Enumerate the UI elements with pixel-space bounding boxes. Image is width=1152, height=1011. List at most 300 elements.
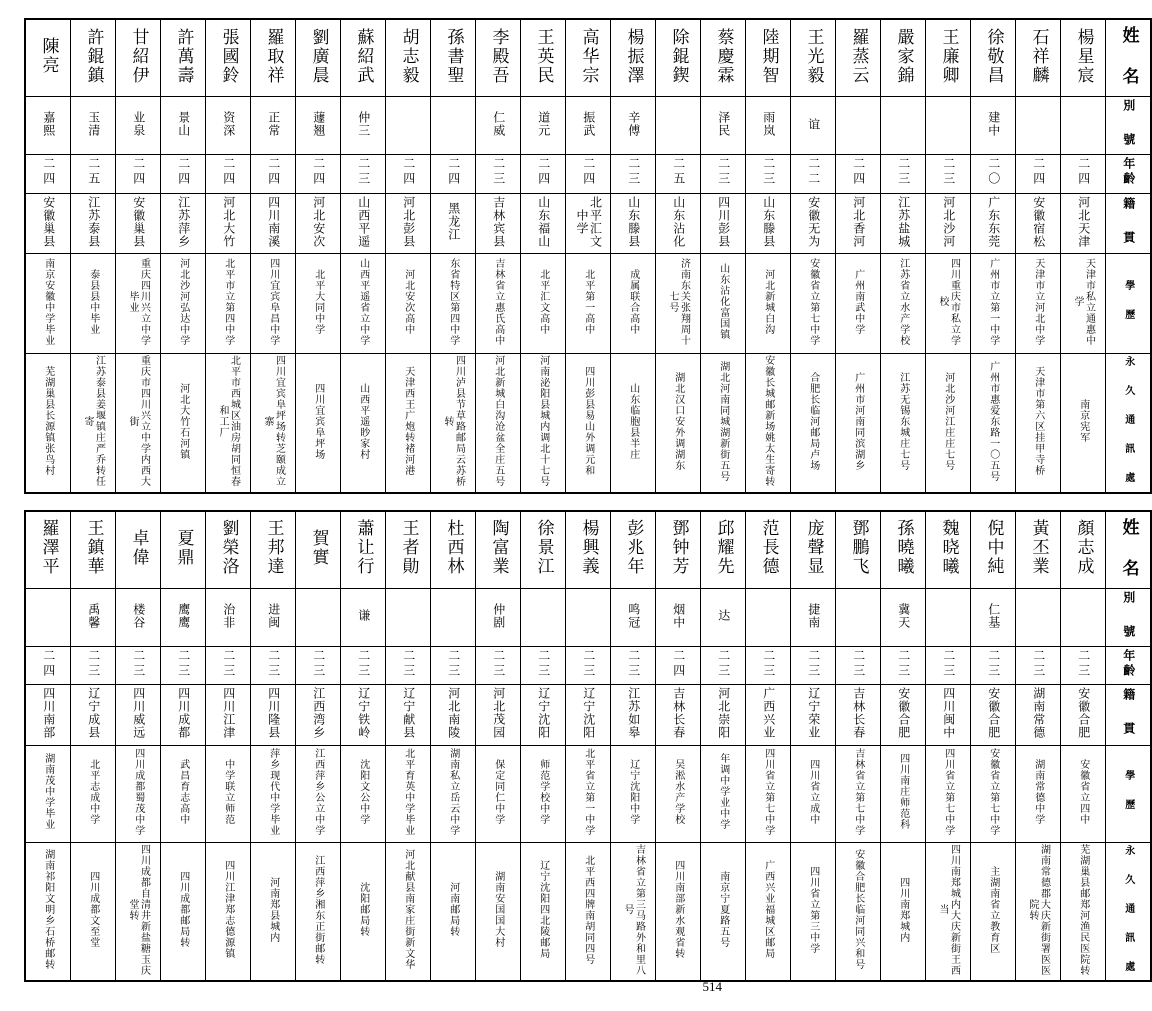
cell-origin: 山东滕县 xyxy=(746,193,791,253)
cell-name: 楊振澤 xyxy=(611,19,656,97)
cell-name: 魏晓曦 xyxy=(926,511,971,589)
cell-address: 南京宁夏路五号 xyxy=(701,842,746,981)
cell-address: 天津市第六区挂甲寺桥 xyxy=(1016,354,1061,493)
cell-origin: 安徽合肥 xyxy=(971,685,1016,745)
cell-address: 江苏泰县姜堰镇庄严乔转任寄 xyxy=(71,354,116,493)
cell-address: 四川宜宾阜坪场转芝颐成立寨 xyxy=(251,354,296,493)
cell-origin: 四川江津 xyxy=(206,685,251,745)
cell-name: 孫書聖 xyxy=(431,19,476,97)
cell-address: 四川泸县节草路邮局云苏桥转 xyxy=(431,354,476,493)
column-header-age: 年齡 xyxy=(1106,155,1152,193)
cell-name: 張國鈴 xyxy=(206,19,251,97)
cell-origin: 河北安次 xyxy=(296,193,341,253)
cell-age: 二三 xyxy=(476,155,521,193)
cell-alias: 治非 xyxy=(206,588,251,646)
cell-alias: 谊 xyxy=(791,97,836,155)
cell-origin: 湖南常德 xyxy=(1016,685,1061,745)
cell-education: 萍乡现代中学毕业 xyxy=(251,745,296,842)
cell-origin: 辽宁荣业 xyxy=(791,685,836,745)
cell-name: 羅蒸云 xyxy=(836,19,881,97)
cell-name: 徐景江 xyxy=(521,511,566,589)
cell-age: 二四 xyxy=(251,155,296,193)
cell-address: 四川省立第三中学 xyxy=(791,842,836,981)
cell-address: 山东临胞县半庄 xyxy=(611,354,656,493)
cell-education: 天津市私立通惠中学 xyxy=(1061,253,1106,353)
cell-name: 蔡慶霖 xyxy=(701,19,746,97)
cell-education: 重庆四川兴立中学毕业 xyxy=(116,253,161,353)
cell-education: 山东沾化富国镇 xyxy=(701,253,746,353)
cell-education: 广州南武中学 xyxy=(836,253,881,353)
table-row-name-bottom xyxy=(25,511,1151,589)
cell-origin: 广东东莞 xyxy=(971,193,1016,253)
cell-education: 北平汇文高中 xyxy=(521,253,566,353)
cell-age: 二三 xyxy=(746,155,791,193)
cell-age: 二四 xyxy=(521,155,566,193)
column-header-name: 姓 名 xyxy=(1106,19,1152,97)
cell-age: 二三 xyxy=(836,646,881,684)
cell-alias xyxy=(566,588,611,646)
cell-education: 南京安徽中学毕业 xyxy=(25,253,71,353)
cell-alias xyxy=(926,97,971,155)
cell-alias: 达 xyxy=(701,588,746,646)
cell-origin: 辽宁铁岭 xyxy=(341,685,386,745)
cell-origin: 辽宁献县 xyxy=(386,685,431,745)
cell-name: 鄧鵬飞 xyxy=(836,511,881,589)
cell-alias: 业泉 xyxy=(116,97,161,155)
cell-origin: 安徽宿松 xyxy=(1016,193,1061,253)
cell-alias xyxy=(926,588,971,646)
cell-origin: 四川南溪 xyxy=(251,193,296,253)
cell-education: 广州市立第一中学 xyxy=(971,253,1016,353)
cell-alias: 景山 xyxy=(161,97,206,155)
cell-alias: 谦 xyxy=(341,588,386,646)
cell-alias xyxy=(296,588,341,646)
cell-address: 四川彭县易山外调元和 xyxy=(566,354,611,493)
cell-alias: 资深 xyxy=(206,97,251,155)
cell-origin: 安徽合肥 xyxy=(1061,685,1106,745)
cell-origin: 四川彭县 xyxy=(701,193,746,253)
cell-name: 杜西林 xyxy=(431,511,476,589)
table-row-education-top xyxy=(25,253,1151,353)
cell-age: 二〇 xyxy=(971,155,1016,193)
cell-origin: 吉林长春 xyxy=(836,685,881,745)
cell-origin: 山东沾化 xyxy=(656,193,701,253)
cell-address: 四川宜宾阜坪场 xyxy=(296,354,341,493)
cell-age: 二三 xyxy=(791,646,836,684)
page-number: 514 xyxy=(702,979,722,994)
cell-education: 湖南茂中学毕业 xyxy=(25,745,71,842)
cell-name: 高华宗 xyxy=(566,19,611,97)
cell-age: 二三 xyxy=(521,646,566,684)
cell-alias: 鸣冠 xyxy=(611,588,656,646)
cell-name: 許錕鎮 xyxy=(71,19,116,97)
cell-alias: 捷南 xyxy=(791,588,836,646)
cell-origin: 河北崇阳 xyxy=(701,685,746,745)
cell-education: 安徽省立第七中学 xyxy=(971,745,1016,842)
table-row-name-top xyxy=(25,19,1151,97)
cell-origin: 江西湾乡 xyxy=(296,685,341,745)
cell-alias xyxy=(881,97,926,155)
cell-alias: 雨岚 xyxy=(746,97,791,155)
cell-education: 东省特区第四中学 xyxy=(431,253,476,353)
register-table-top xyxy=(24,18,1152,494)
cell-age: 二三 xyxy=(476,646,521,684)
cell-origin: 黑龙江 xyxy=(431,193,476,253)
cell-name: 楊星宸 xyxy=(1061,19,1106,97)
cell-alias xyxy=(746,588,791,646)
cell-origin: 河北香河 xyxy=(836,193,881,253)
cell-alias xyxy=(431,588,476,646)
cell-address: 河北新城白沟沧盆全庄五号 xyxy=(476,354,521,493)
cell-origin: 安徽巢县 xyxy=(116,193,161,253)
cell-name: 顏志成 xyxy=(1061,511,1106,589)
cell-name: 蘇紹武 xyxy=(341,19,386,97)
cell-address: 安徽长城邮新场姚太生寄转 xyxy=(746,354,791,493)
cell-name: 范長德 xyxy=(746,511,791,589)
cell-address: 四川成都自清井新盐糖玉庆堂转 xyxy=(116,842,161,981)
cell-alias: 蘧翘 xyxy=(296,97,341,155)
column-header-address: 永 久 通 訊 處 xyxy=(1106,842,1152,981)
cell-alias: 仁威 xyxy=(476,97,521,155)
cell-address: 芜湖巢县长源镇张鸟村 xyxy=(25,354,71,493)
cell-origin: 广西兴业 xyxy=(746,685,791,745)
column-header-age: 年齡 xyxy=(1106,646,1152,684)
cell-name: 王鎮華 xyxy=(71,511,116,589)
cell-address: 河南郑县城内 xyxy=(251,842,296,981)
cell-origin: 吉林宾县 xyxy=(476,193,521,253)
cell-education: 江苏省立水产学校 xyxy=(881,253,926,353)
cell-education: 吉林省立第七中学 xyxy=(836,745,881,842)
cell-origin: 北平汇文中学 xyxy=(566,193,611,253)
cell-alias xyxy=(1061,97,1106,155)
cell-alias: 玉清 xyxy=(71,97,116,155)
cell-origin: 江苏萍乡 xyxy=(161,193,206,253)
cell-address: 河北沙河江庄庄七号 xyxy=(926,354,971,493)
cell-age: 二四 xyxy=(25,646,71,684)
cell-address: 四川成都文至堂 xyxy=(71,842,116,981)
cell-age: 二五 xyxy=(71,155,116,193)
cell-age: 二三 xyxy=(566,646,611,684)
column-header-address: 永 久 通 訊 處 xyxy=(1106,354,1152,493)
cell-address: 合肥长临河邮局卢场 xyxy=(791,354,836,493)
cell-alias: 嘉熙 xyxy=(25,97,71,155)
cell-alias xyxy=(521,588,566,646)
cell-alias: 辛傅 xyxy=(611,97,656,155)
cell-age: 二三 xyxy=(926,155,971,193)
cell-age: 二三 xyxy=(881,646,926,684)
cell-alias xyxy=(1061,588,1106,646)
cell-alias xyxy=(386,588,431,646)
cell-alias: 振武 xyxy=(566,97,611,155)
cell-origin: 江苏盐城 xyxy=(881,193,926,253)
cell-address: 河北献县南家庄街新文华 xyxy=(386,842,431,981)
table-row-alias-top xyxy=(25,97,1151,155)
cell-origin: 江苏如皋 xyxy=(611,685,656,745)
cell-age: 二三 xyxy=(296,646,341,684)
cell-education: 安徽省立四中 xyxy=(1061,745,1106,842)
cell-origin: 河北沙河 xyxy=(926,193,971,253)
cell-address: 河北大竹石河镇 xyxy=(161,354,206,493)
cell-name: 嚴家錦 xyxy=(881,19,926,97)
cell-name: 彭兆年 xyxy=(611,511,656,589)
cell-age: 二二 xyxy=(791,155,836,193)
cell-origin: 山东滕县 xyxy=(611,193,656,253)
cell-name: 蕭让行 xyxy=(341,511,386,589)
cell-name: 楊興義 xyxy=(566,511,611,589)
cell-alias: 烟中 xyxy=(656,588,701,646)
table-row-alias-bottom xyxy=(25,588,1151,646)
cell-address: 芜湖巢县邮郑河渔民医院转 xyxy=(1061,842,1106,981)
cell-address: 河南泌阳县城内调北十七号 xyxy=(521,354,566,493)
cell-education: 吉林省立惠氏高中 xyxy=(476,253,521,353)
cell-education: 四川省立第七中学 xyxy=(746,745,791,842)
column-header-education: 學 歷 xyxy=(1106,253,1152,353)
cell-address: 四川成都邮局转 xyxy=(161,842,206,981)
cell-origin: 吉林长春 xyxy=(656,685,701,745)
cell-age: 二三 xyxy=(701,155,746,193)
cell-age: 二四 xyxy=(116,155,161,193)
cell-education: 安徽省立第七中学 xyxy=(791,253,836,353)
table-row-address-top xyxy=(25,354,1151,493)
cell-age: 二三 xyxy=(926,646,971,684)
cell-education: 师范学校中学 xyxy=(521,745,566,842)
cell-name: 賀實 xyxy=(296,511,341,589)
cell-address: 河南邮局转 xyxy=(431,842,476,981)
cell-education: 济南东关张翔周十七号 xyxy=(656,253,701,353)
column-header-education: 學 歷 xyxy=(1106,745,1152,842)
cell-address: 四川江津郑志德源镇 xyxy=(206,842,251,981)
cell-name: 胡志毅 xyxy=(386,19,431,97)
cell-origin: 河北彭县 xyxy=(386,193,431,253)
cell-education: 四川南庄师范科 xyxy=(881,745,926,842)
cell-address: 安徽合肥长临河同兴和号 xyxy=(836,842,881,981)
cell-age: 二三 xyxy=(341,646,386,684)
cell-alias: 冀天 xyxy=(881,588,926,646)
cell-name: 夏鼎 xyxy=(161,511,206,589)
cell-address: 辽宁沈阳四北陵邮局 xyxy=(521,842,566,981)
cell-age: 二三 xyxy=(341,155,386,193)
cell-name: 鄧钟芳 xyxy=(656,511,701,589)
cell-origin: 四川闽中 xyxy=(926,685,971,745)
cell-age: 二四 xyxy=(296,155,341,193)
cell-education: 武昌育志高中 xyxy=(161,745,206,842)
column-header-name: 姓 名 xyxy=(1106,511,1152,589)
cell-age: 二四 xyxy=(206,155,251,193)
cell-origin: 四川成都 xyxy=(161,685,206,745)
cell-origin: 四川隆县 xyxy=(251,685,296,745)
cell-age: 二三 xyxy=(71,646,116,684)
cell-alias xyxy=(386,97,431,155)
cell-education: 四川省立第七中学 xyxy=(926,745,971,842)
cell-age: 二三 xyxy=(881,155,926,193)
cell-address: 重庆市四川兴立中学内西大街 xyxy=(116,354,161,493)
cell-address: 山西平遥眇家村 xyxy=(341,354,386,493)
cell-age: 二三 xyxy=(161,646,206,684)
cell-name: 劉榮洛 xyxy=(206,511,251,589)
table-row-origin-bottom xyxy=(25,685,1151,745)
cell-education: 四川省立成中 xyxy=(791,745,836,842)
cell-origin: 河北茂园 xyxy=(476,685,521,745)
table-row-education-bottom xyxy=(25,745,1151,842)
table-row-age-bottom xyxy=(25,646,1151,684)
cell-education: 湖南私立岳云中学 xyxy=(431,745,476,842)
cell-education: 成属联合高中 xyxy=(611,253,656,353)
cell-alias: 仲三 xyxy=(341,97,386,155)
cell-education: 辽宁沈阳中学 xyxy=(611,745,656,842)
cell-address: 广西兴业福城区邮局 xyxy=(746,842,791,981)
cell-address: 广州市惠爱东路一〇五号 xyxy=(971,354,1016,493)
cell-age: 二四 xyxy=(161,155,206,193)
cell-name: 邱耀先 xyxy=(701,511,746,589)
cell-education: 河北新城白沟 xyxy=(746,253,791,353)
cell-age: 二三 xyxy=(611,155,656,193)
cell-origin: 辽宁成县 xyxy=(71,685,116,745)
cell-education: 吴淞水产学校 xyxy=(656,745,701,842)
cell-age: 二四 xyxy=(25,155,71,193)
cell-origin: 辽宁沈阳 xyxy=(566,685,611,745)
cell-address: 主湖南省立教育区 xyxy=(971,842,1016,981)
cell-name: 劉廣晨 xyxy=(296,19,341,97)
cell-alias: 楼谷 xyxy=(116,588,161,646)
cell-education: 北平第一高中 xyxy=(566,253,611,353)
cell-name: 甘紹伊 xyxy=(116,19,161,97)
cell-age: 二三 xyxy=(1061,646,1106,684)
cell-address: 江苏无锡东城庄七号 xyxy=(881,354,926,493)
cell-alias: 泽民 xyxy=(701,97,746,155)
cell-alias: 仲剧 xyxy=(476,588,521,646)
cell-address: 四川南郑城内大庆新街王西当 xyxy=(926,842,971,981)
cell-education: 天津市立河北中学 xyxy=(1016,253,1061,353)
cell-education: 中学联立师范 xyxy=(206,745,251,842)
cell-age: 二四 xyxy=(566,155,611,193)
table-row-address-bottom xyxy=(25,842,1151,981)
cell-name: 卓偉 xyxy=(116,511,161,589)
table-row-age-top xyxy=(25,155,1151,193)
cell-address: 广州市河南同滨湖乡 xyxy=(836,354,881,493)
cell-alias: 鹰鹰 xyxy=(161,588,206,646)
cell-address: 北平市西城区油房胡同恒春和工厂 xyxy=(206,354,251,493)
cell-name: 石祥麟 xyxy=(1016,19,1061,97)
cell-origin: 河北天津 xyxy=(1061,193,1106,253)
cell-alias: 禹馨 xyxy=(71,588,116,646)
cell-alias xyxy=(431,97,476,155)
cell-name: 陳亮 xyxy=(25,19,71,97)
cell-education: 沈阳文公中学 xyxy=(341,745,386,842)
cell-name: 王者勛 xyxy=(386,511,431,589)
cell-address: 四川南郑城内 xyxy=(881,842,926,981)
cell-education: 北平市立第四中学 xyxy=(206,253,251,353)
cell-education: 泰县县中毕业 xyxy=(71,253,116,353)
cell-address: 湖北河南同城湖新街五号 xyxy=(701,354,746,493)
cell-age: 二三 xyxy=(746,646,791,684)
cell-origin: 山东福山 xyxy=(521,193,566,253)
cell-name: 王廉卿 xyxy=(926,19,971,97)
cell-address: 天津西王广炮转褚河港 xyxy=(386,354,431,493)
column-header-alias: 別 號 xyxy=(1106,588,1152,646)
cell-alias: 道元 xyxy=(521,97,566,155)
cell-name: 許萬壽 xyxy=(161,19,206,97)
cell-alias: 进闽 xyxy=(251,588,296,646)
cell-address: 四川南部新水观省转 xyxy=(656,842,701,981)
cell-origin: 安徽巢县 xyxy=(25,193,71,253)
cell-name: 羅取祥 xyxy=(251,19,296,97)
cell-address: 南京宪军 xyxy=(1061,354,1106,493)
cell-name: 王邦達 xyxy=(251,511,296,589)
register-table-bottom-wrap xyxy=(24,510,1139,982)
cell-age: 二四 xyxy=(1016,155,1061,193)
cell-alias: 仁基 xyxy=(971,588,1016,646)
cell-age: 二五 xyxy=(656,155,701,193)
cell-age: 二三 xyxy=(431,646,476,684)
column-header-alias: 別 號 xyxy=(1106,97,1152,155)
cell-education: 北平志成中学 xyxy=(71,745,116,842)
column-header-origin: 籍 貫 xyxy=(1106,685,1152,745)
cell-origin: 安徽无为 xyxy=(791,193,836,253)
cell-age: 二三 xyxy=(611,646,656,684)
cell-alias xyxy=(25,588,71,646)
cell-education: 北平育英中学毕业 xyxy=(386,745,431,842)
table-row-origin-top xyxy=(25,193,1151,253)
cell-name: 庞聲显 xyxy=(791,511,836,589)
column-header-origin: 籍 貫 xyxy=(1106,193,1152,253)
cell-origin: 山西平遥 xyxy=(341,193,386,253)
cell-address: 沈阳邮局转 xyxy=(341,842,386,981)
cell-age: 二三 xyxy=(206,646,251,684)
cell-age: 二四 xyxy=(386,155,431,193)
cell-age: 二三 xyxy=(1016,646,1061,684)
cell-address: 湖北汉口安外调湖东 xyxy=(656,354,701,493)
cell-name: 羅澤平 xyxy=(25,511,71,589)
cell-education: 年调中学业中学 xyxy=(701,745,746,842)
cell-age: 二三 xyxy=(251,646,296,684)
cell-age: 二三 xyxy=(116,646,161,684)
cell-alias xyxy=(836,97,881,155)
cell-origin: 四川威远 xyxy=(116,685,161,745)
cell-alias: 建中 xyxy=(971,97,1016,155)
cell-address: 湖南安国国大村 xyxy=(476,842,521,981)
cell-name: 倪中純 xyxy=(971,511,1016,589)
cell-name: 陸期智 xyxy=(746,19,791,97)
cell-education: 四川宜宾阜昌中学 xyxy=(251,253,296,353)
cell-origin: 河北南陵 xyxy=(431,685,476,745)
register-table-bottom xyxy=(24,510,1152,982)
cell-education: 山西平遥省立中学 xyxy=(341,253,386,353)
cell-age: 二四 xyxy=(836,155,881,193)
cell-name: 孫曉曦 xyxy=(881,511,926,589)
cell-name: 王光毅 xyxy=(791,19,836,97)
cell-address: 江西萍乡湘东正街邮转 xyxy=(296,842,341,981)
cell-education: 北平省立第一中学 xyxy=(566,745,611,842)
table-separator xyxy=(24,494,726,510)
cell-education: 四川成都蜀茂中学 xyxy=(116,745,161,842)
cell-origin: 安徽合肥 xyxy=(881,685,926,745)
cell-education: 河北安次高中 xyxy=(386,253,431,353)
cell-origin: 辽宁沈阳 xyxy=(521,685,566,745)
cell-address: 吉林省立第三马路外和里八号 xyxy=(611,842,656,981)
cell-age: 二三 xyxy=(701,646,746,684)
cell-origin: 河北大竹 xyxy=(206,193,251,253)
cell-age: 二三 xyxy=(971,646,1016,684)
cell-alias xyxy=(836,588,881,646)
cell-education: 北平大同中学 xyxy=(296,253,341,353)
cell-age: 二四 xyxy=(656,646,701,684)
cell-education: 河北沙河弘达中学 xyxy=(161,253,206,353)
cell-education: 保定同仁中学 xyxy=(476,745,521,842)
cell-name: 除錕鍥 xyxy=(656,19,701,97)
cell-origin: 江苏泰县 xyxy=(71,193,116,253)
register-table-top-wrap xyxy=(24,18,1139,494)
cell-alias: 正常 xyxy=(251,97,296,155)
